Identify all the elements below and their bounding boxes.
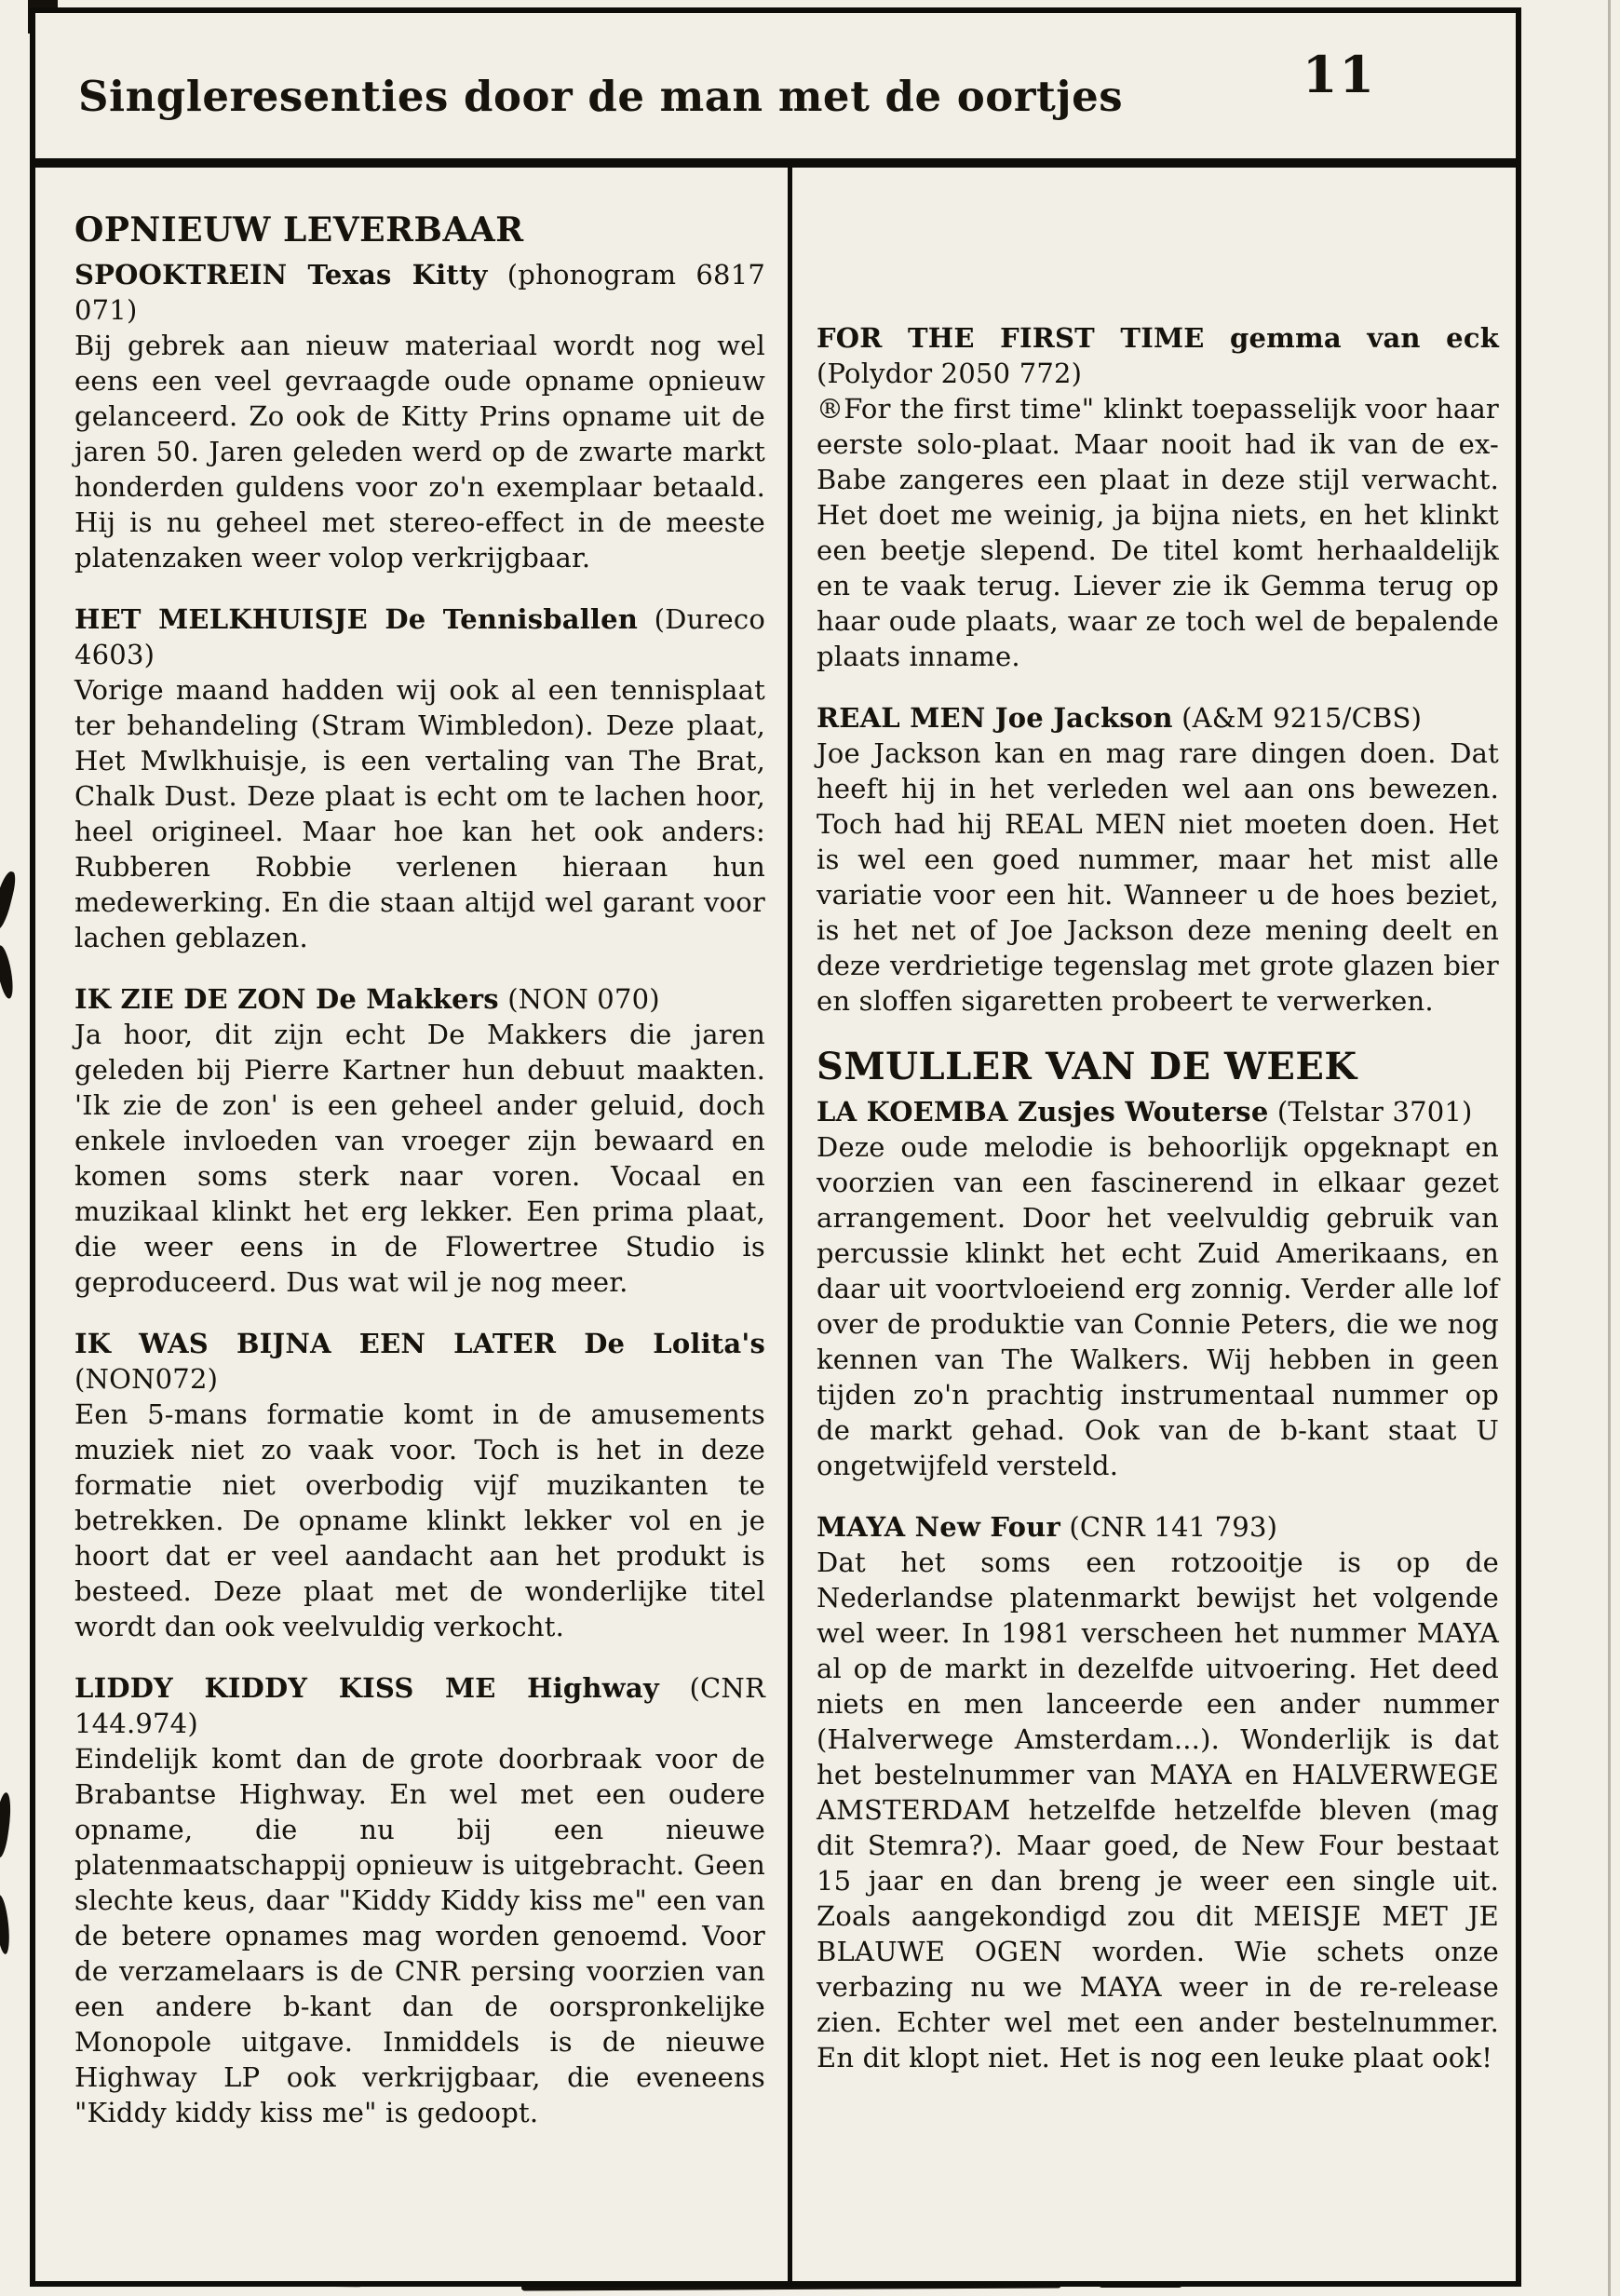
review-catalog: (Dureco 4603) [74, 603, 765, 670]
review-title: IK ZIE DE ZON De Makkers [74, 983, 499, 1015]
section-heading-smuller-van-de-week: SMULLER VAN DE WEEK [817, 1045, 1357, 1088]
review-body: Joe Jackson kan en mag rare dingen doen. Dat heeft hij in het verleden wel aan ons bewezen. Toch had hij REAL MEN niet moeten doen. Het is wel een goed nummer, maar het mist alle variatie voor een hit. Wanneer u de hoes beziet, is het net of Joe Jackson deze mening deelt en deze verdrietige tegenslag met grote glazen bier en sloffen sigaretten probeert te verwerken. [817, 737, 1499, 1017]
review-heading [817, 700, 1499, 736]
content-frame [30, 162, 1521, 2287]
review-title: SPOOKTREIN Texas Kitty [74, 259, 488, 290]
right-column [788, 168, 1516, 2281]
page-number: 11 [1302, 45, 1376, 104]
review-item [74, 981, 765, 1300]
review-body: Een 5-mans formatie komt in de amusements muziek niet zo vaak voor. Toch is het in deze formatie niet overbodig vijf muzikanten te betrekken. De opname klinkt lekker vol en je hoort dat er veel aandacht aan het produkt is besteed. Deze plaat met de wonderlijke titel wordt dan ook veelvuldig verkocht. [74, 1398, 765, 1642]
section-heading-opnieuw-leverbaar: OPNIEUW LEVERBAAR [74, 210, 524, 250]
review-body: ®For the first time" klinkt toepasselijk voor haar eerste solo-plaat. Maar nooit had ik van de ex-Babe zangeres een plaat in deze stijl verwacht. Het doet me weinig, ja bijna niets, en het klinkt een beetje slepend. De titel komt herhaaldelijk en te vaak terug. Liever zie ik Gemma terug op haar oude plaats, waar ze toch wel de bepalende plaats inname. [817, 393, 1499, 672]
left-column [35, 168, 788, 2281]
review-heading [74, 1670, 765, 1741]
review-body: Dat het soms een rotzooitje is op de Nederlandse platenmarkt bewijst het volgende wel weer. In 1981 verscheen het nummer MAYA al op de markt in dezelfde uitvoering. Het deed niets en men lanceerde een ander nummer (Halverwege Amsterdam...). Wonderlijk is dat het bestelnummer van MAYA en HALVERWEGE AMSTERDAM hetzelfde hetzelfde bleven (mag dit Stemra?). Maar goed, de New Four bestaat 15 jaar en dan breng je weer een single uit. Zoals aangekondigd zou dit MEISJE MET JE BLAUWE OGEN worden. Wie schets onze verbazing nu we MAYA weer in de re-release zien. Echter wel met een ander bestelnummer. En dit klopt niet. Het is nog een leuke plaat ook! [817, 1546, 1499, 2073]
review-heading [74, 1326, 765, 1397]
review-heading [74, 257, 765, 328]
review-item [74, 257, 765, 575]
page-title: Singleresenties door de man met de oortjes [78, 71, 1124, 121]
review-title: LA KOEMBA Zusjes Wouterse [817, 1096, 1269, 1128]
review-body: Ja hoor, dit zijn echt De Makkers die jaren geleden bij Pierre Kartner hun debuut maakten. 'Ik zie de zon' is een geheel ander geluid, doch enkele invloeden van vroeger zijn bewaard en komen soms sterk naar voren. Vocaal en muzikaal klinkt het erg lekker. Een prima plaat, die weer eens in de Flowertree Studio is geproduceerd. Dus wat wil je nog meer. [74, 1019, 765, 1298]
review-title: LIDDY KIDDY KISS ME Highway [74, 1672, 659, 1704]
review-item [817, 320, 1499, 674]
review-heading [817, 1094, 1499, 1129]
review-catalog: (A&M 9215/CBS) [1181, 702, 1423, 734]
review-item [817, 1094, 1499, 1483]
review-item [74, 1326, 765, 1644]
review-heading [817, 1509, 1499, 1545]
review-catalog: (NON072) [74, 1363, 219, 1395]
review-catalog: (CNR 144.974) [74, 1672, 765, 1739]
review-title: IK WAS BIJNA EEN LATER De Lolita's [74, 1328, 765, 1359]
review-title: MAYA New Four [817, 1511, 1060, 1543]
page-header [30, 7, 1521, 164]
review-title: HET MELKHUISJE De Tennisballen [74, 603, 639, 635]
review-body: Vorige maand hadden wij ook al een tennisplaat ter behandeling (Stram Wimbledon). Deze plaat, Het Mwlkhuisje, is een vertaling van The Brat, Chalk Dust. Deze plaat is echt om te lachen hoor, heel origineel. Maar hoe kan het ook anders: Rubberen Robbie verlenen hieraan hun medewerking. En die staan altijd wel garant voor lachen geblazen. [74, 674, 765, 953]
scan-artifact [0, 944, 16, 1000]
review-heading [74, 601, 765, 672]
review-catalog: (CNR 141 793) [1069, 1511, 1278, 1543]
review-item [74, 601, 765, 955]
review-body: Eindelijk komt dan de grote doorbraak voor de Brabantse Highway. En wel met een oudere opname, die nu bij een nieuwe platenmaatschappij opnieuw is uitgebracht. Geen slechte keus, daar "Kiddy Kiddy kiss me" een van de betere opnames mag worden genoemd. Voor de verzamelaars is de CNR persing voorzien van een andere b-kant dan de oorspronkelijke Monopole uitgave. Inmiddels is de nieuwe Highway LP ook verkrijgbaar, die eveneens "Kiddy kiddy kiss me" is gedoopt. [74, 1743, 765, 2128]
review-item [74, 1670, 765, 2130]
review-heading [74, 981, 765, 1017]
review-catalog: (Telstar 3701) [1276, 1096, 1473, 1128]
review-title: REAL MEN Joe Jackson [817, 702, 1173, 734]
scan-artifact [0, 870, 19, 931]
review-body: Bij gebrek aan nieuw materiaal wordt nog wel eens een veel gevraagde oude opname opnieuw gelanceerd. Zo ook de Kitty Prins opname uit de jaren 50. Jaren geleden werd op de zwarte markt honderden guldens voor zo'n exemplaar betaald. Hij is nu geheel met stereo-effect in de meeste platenzaken weer volop verkrijgbaar. [74, 330, 765, 574]
review-catalog: (phonogram 6817 071) [74, 259, 766, 326]
review-body: Deze oude melodie is behoorlijk opgeknapt en voorzien van een fascinerend in elkaar gezet arrangement. Door het veelvuldig gebruik van percussie klinkt het echt Zuid Amerikaans, en daar uit voortvloeiend erg zonnig. Verder alle lof over de produktie van Connie Peters, die we nog kennen van The Walkers. Wij hebben in geen tijden zo'n prachtig instrumentaal nummer op de markt gehad. Ook van de b-kant staat U ongetwijfeld versteld. [817, 1131, 1499, 1481]
review-heading [817, 320, 1499, 391]
review-item [817, 1509, 1499, 2075]
review-item [817, 700, 1499, 1019]
review-title: FOR THE FIRST TIME gemma van eck [817, 322, 1499, 354]
review-catalog: (NON 070) [507, 983, 660, 1015]
review-catalog: (Polydor 2050 772) [817, 358, 1083, 389]
scan-artifact [0, 1894, 11, 1954]
page-edge-shadow [1608, 0, 1611, 2296]
scan-artifact [0, 1791, 14, 1857]
